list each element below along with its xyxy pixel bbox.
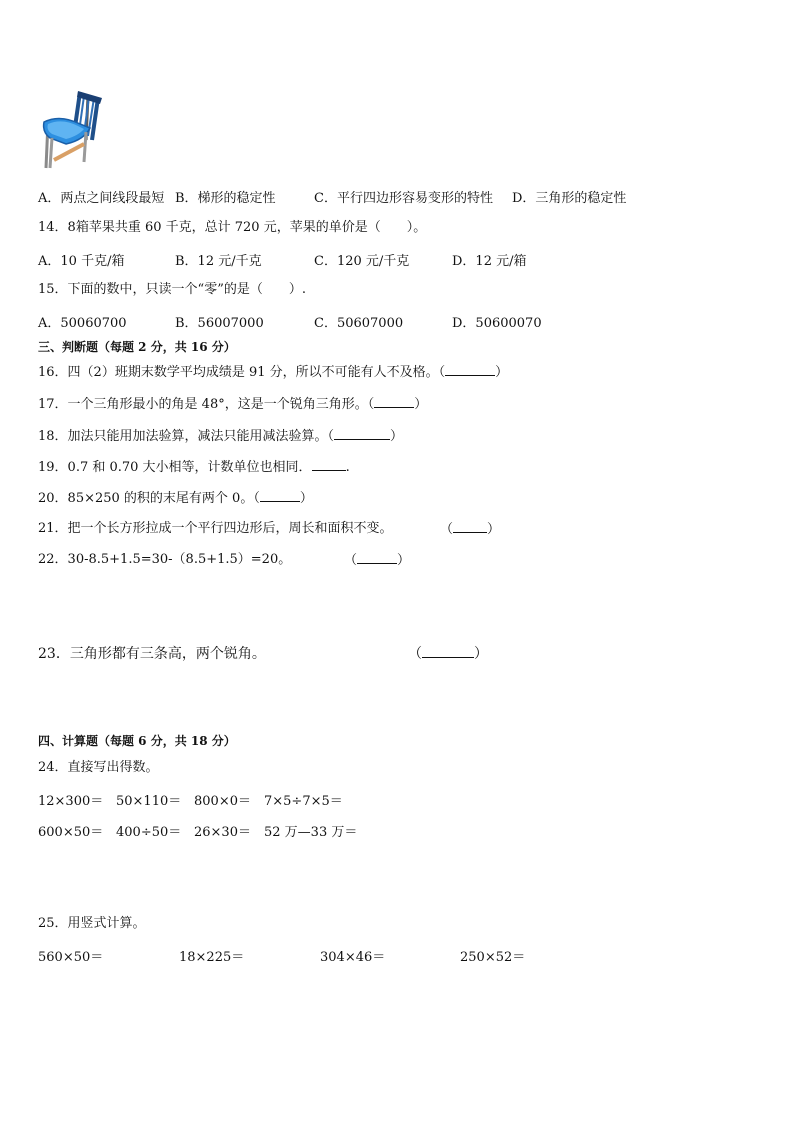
q21-text: 21．把一个长方形拉成一个平行四边形后，周长和面积不变。 [38, 521, 393, 536]
q17-answer-blank[interactable] [374, 395, 414, 408]
q18-close: ） [390, 429, 404, 444]
q22-answer-blank[interactable] [357, 551, 397, 564]
q16-answer-blank[interactable] [445, 363, 495, 376]
q13-option-c[interactable]: C．平行四边形容易变形的特性 [314, 191, 493, 206]
q20-close: ） [299, 491, 313, 506]
q23-answer [408, 645, 488, 663]
q23-statement [38, 645, 266, 663]
chair-illustration [40, 88, 106, 170]
q25-item: 560×50＝ [38, 950, 104, 965]
q24-item: 52 万—33 万＝ [264, 825, 358, 840]
q20-statement [38, 489, 313, 508]
q13-option-a[interactable]: A．两点之间线段最短 [38, 191, 165, 206]
q24-item: 800×0＝ [194, 794, 251, 809]
q18-answer-blank[interactable] [334, 427, 390, 440]
q16-statement [38, 363, 508, 382]
q15-question: 15．下面的数中，只读一个“零”的是（ ）. [38, 282, 306, 297]
q22-statement [38, 551, 291, 569]
q21-close: ） [487, 522, 501, 537]
q18-statement [38, 427, 403, 446]
q23-open: （ [408, 646, 422, 662]
q15-option-c[interactable]: C．50607000 [314, 316, 404, 331]
q14-option-c[interactable]: C．120 元/千克 [314, 254, 410, 269]
q15-option-d[interactable]: D．50600070 [452, 316, 542, 331]
q19-close: . [345, 460, 350, 475]
q14-option-a[interactable]: A．10 千克/箱 [38, 254, 125, 269]
q21-open: （ [440, 522, 454, 537]
q23-close: ） [474, 646, 488, 662]
q24-item: 50×110＝ [116, 794, 182, 809]
q24-item: 400÷50＝ [116, 825, 182, 840]
q14-question: 14．8箱苹果共重 60 千克，总计 720 元，苹果的单价是（ ）。 [38, 220, 427, 235]
section-4-title: 四、计算题（每题 6 分，共 18 分） [38, 734, 236, 748]
q19-statement [38, 458, 350, 477]
q22-close: ） [397, 553, 411, 568]
q23-answer-blank[interactable] [422, 645, 474, 658]
q19-answer-blank[interactable] [312, 458, 346, 471]
q17-text: 17．一个三角形最小的角是 48°，这是一个锐角三角形。（ [38, 397, 375, 412]
q17-statement [38, 395, 427, 414]
q17-close: ） [414, 397, 428, 412]
q15-option-b[interactable]: B．56007000 [175, 316, 264, 331]
q21-answer [440, 520, 500, 539]
q14-option-d[interactable]: D．12 元/箱 [452, 254, 527, 269]
q19-text: 19．0.7 和 0.70 大小相等，计数单位也相同． [38, 460, 312, 475]
q25-item: 304×46＝ [320, 950, 386, 965]
q16-text: 16．四（2）班期末数学平均成绩是 91 分，所以不可能有人不及格。（ [38, 365, 446, 380]
q16-close: ） [495, 365, 509, 380]
q22-text: 22．30-8.5+1.5=30-（8.5+1.5）=20。 [38, 552, 292, 567]
q25-item: 250×52＝ [460, 950, 526, 965]
q22-answer [344, 551, 410, 570]
q18-text: 18．加法只能用加法验算，减法只能用减法验算。（ [38, 429, 335, 444]
q24-item: 26×30＝ [194, 825, 251, 840]
q21-statement [38, 520, 393, 538]
q23-text: 23．三角形都有三条高，两个锐角。 [38, 646, 266, 662]
q20-text: 20．85×250 的积的末尾有两个 0。（ [38, 491, 260, 506]
q13-option-b[interactable]: B．梯形的稳定性 [175, 191, 276, 206]
q24-item: 7×5÷7×5＝ [264, 794, 343, 809]
q25-item: 18×225＝ [179, 950, 245, 965]
q24-item: 12×300＝ [38, 794, 104, 809]
q25-question: 25．用竖式计算。 [38, 916, 146, 931]
q24-question: 24．直接写出得数。 [38, 760, 159, 775]
q21-answer-blank[interactable] [453, 520, 487, 533]
q14-option-b[interactable]: B．12 元/千克 [175, 254, 262, 269]
q13-option-d[interactable]: D．三角形的稳定性 [512, 191, 627, 206]
q22-open: （ [344, 553, 358, 568]
q15-option-a[interactable]: A．50060700 [38, 316, 127, 331]
section-3-title: 三、判断题（每题 2 分，共 16 分） [38, 340, 236, 354]
q20-answer-blank[interactable] [260, 489, 300, 502]
q24-item: 600×50＝ [38, 825, 104, 840]
